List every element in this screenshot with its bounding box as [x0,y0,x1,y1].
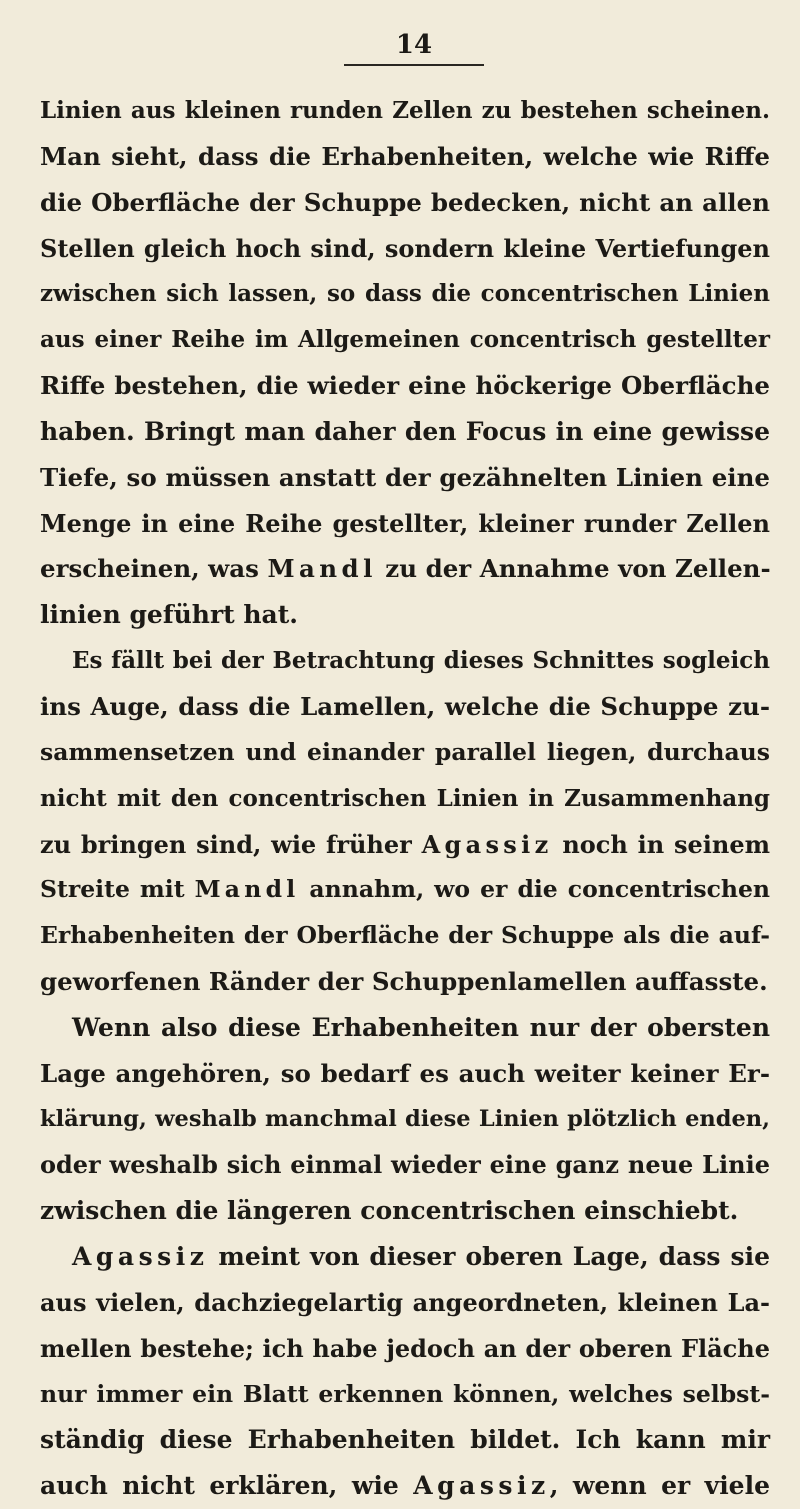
text-line [40,546,770,592]
text-line-paragraph-end: linien geführt hat. [40,600,298,630]
text-segment: annahm, wo er die concentrischen [299,875,770,904]
text-segment: zu der Annahme von Zellen- [376,554,771,584]
text-line: aus vielen, dachziegelartig angeordneten, kleinen La- [40,1287,770,1317]
text-segment: auch nicht erklären, wie [40,1471,414,1501]
text-line: klärung, weshalb manchmal diese Linien plötzlich enden, [40,1105,770,1132]
text-segment: meint von dieser oberen Lage, dass sie [208,1242,770,1272]
spaced-name-agassiz: Agassiz [421,829,553,859]
text-line: nur immer ein Blatt erkennen können, welches selbst- [40,1379,770,1408]
text-line: ins Auge, dass die Lamellen, welche die Schuppe zu- [40,691,770,721]
text-segment: erscheinen, was [40,554,268,584]
text-segment: zu bringen sind, wie früher [40,829,422,859]
text-line: mellen bestehe; ich habe jedoch an der oberen Fläche [40,1333,770,1363]
text-line: oder weshalb sich einmal wieder eine ganz neue Linie [40,1150,770,1180]
text-line [40,1463,770,1509]
text-line: Menge in eine Reihe gestellter, kleiner runder Zellen [40,508,770,538]
text-line: Erhabenheiten der Oberfläche der Schuppe als die auf- [40,921,770,950]
spaced-name-agassiz: Agassiz [413,1471,550,1501]
page-number: 14 [395,30,433,60]
text-line-paragraph-end: zwischen die längeren concentrischen einschiebt. [40,1196,739,1226]
text-line: zwischen sich lassen, so dass die concentrischen Linien [40,280,770,308]
text-segment: Streite mit [40,875,195,904]
text-line [40,867,770,913]
text-line-paragraph-end: geworfenen Ränder der Schuppenlamellen auffasste. [40,967,768,997]
text-line-paragraph-start [40,1234,770,1280]
body-text [40,88,770,1509]
spaced-name-mandl: Mandl [194,875,300,904]
text-line: nicht mit den concentrischen Linien in Zusammenhang [40,784,770,812]
text-line: Lage angehören, so bedarf es auch weiter keiner Er- [40,1058,770,1088]
page-number-rule [344,64,484,66]
spaced-name-agassiz: Agassiz [72,1242,209,1272]
text-line: haben. Bringt man daher den Focus in eine gewisse [40,416,770,446]
text-line: ständig diese Erhabenheiten bildet. Ich kann mir [40,1425,770,1455]
text-line: aus einer Reihe im Allgemeinen concentrisch gestellter [40,326,770,354]
text-line: Tiefe, so müssen anstatt der gezähnelten Linien eine [40,462,770,492]
text-line: sammensetzen und einander parallel liegen, durchaus [40,737,770,766]
text-line: Riffe bestehen, die wieder eine höckerige Oberfläche [40,371,770,401]
text-line: Stellen gleich hoch sind, sondern kleine Vertiefungen [40,233,770,263]
text-segment: , wenn er viele [549,1471,770,1501]
text-line-paragraph-start: Wenn also diese Erhabenheiten nur der obersten [72,1012,770,1042]
text-line [40,822,770,868]
text-line-paragraph-start: Es fällt bei der Betrachtung dieses Schnittes sogleich [72,647,770,675]
spaced-name-mandl: Mandl [267,554,377,584]
text-line: Linien aus kleinen runden Zellen zu bestehen scheinen. [40,97,770,124]
text-segment: noch in seinem [552,829,770,859]
text-line: die Oberfläche der Schuppe bedecken, nicht an allen [40,187,770,217]
text-line: Man sieht, dass die Erhabenheiten, welche wie Riffe [40,141,770,171]
